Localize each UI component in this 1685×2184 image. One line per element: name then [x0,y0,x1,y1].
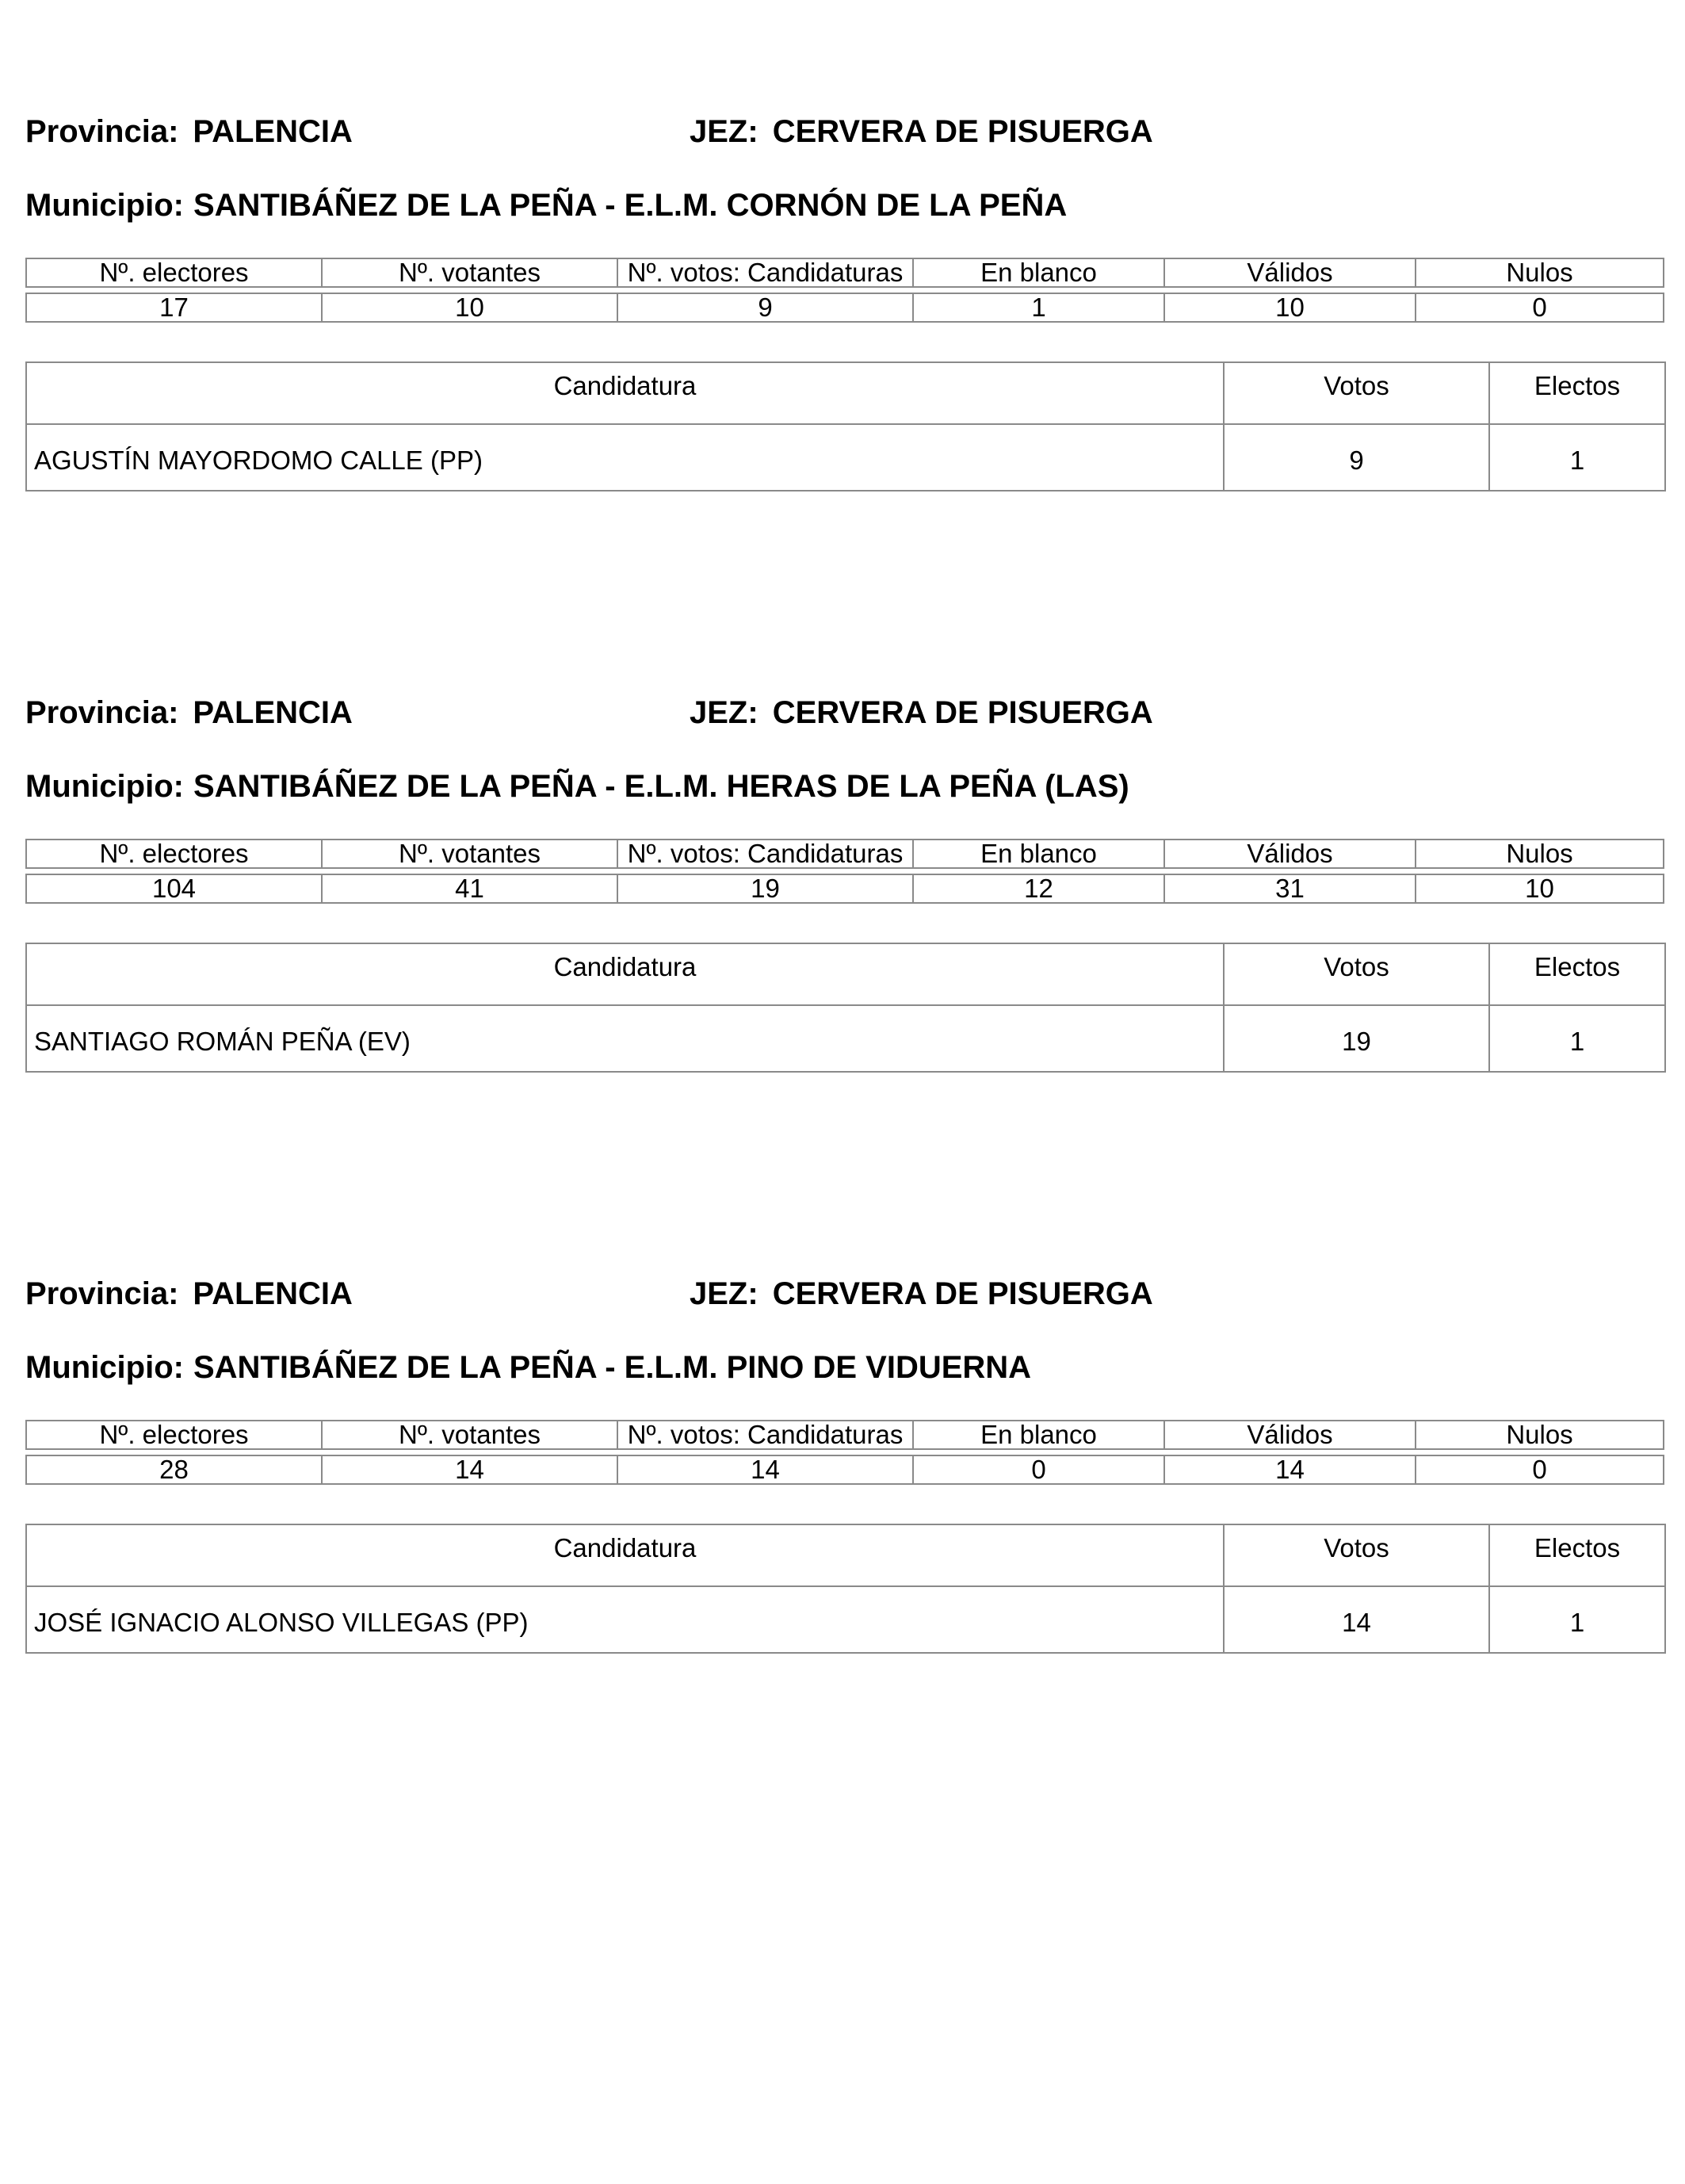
candidate-name: JOSÉ IGNACIO ALONSO VILLEGAS (PP) [26,1586,1224,1653]
votos-candidaturas-value: 19 [617,874,912,904]
municipio-label: Municipio: [25,769,184,804]
vote-stats-table [25,253,1664,327]
votantes-header: Nº. votantes [321,258,617,288]
en-blanco-header: En blanco [912,258,1163,288]
votos-candidaturas-header: Nº. votos: Candidaturas [617,1420,912,1450]
municipio-label: Municipio: [25,188,184,223]
vote-stats-table [25,1415,1664,1490]
votos-header: Votos [1224,943,1489,1005]
candidates-header-row [26,362,1665,424]
stats-value-row [25,293,1664,323]
stats-header-row [25,1420,1664,1450]
nulos-header: Nulos [1415,1420,1664,1450]
candidates-header-row [26,1524,1665,1586]
provincia-value: PALENCIA [193,695,353,730]
nulos-value: 0 [1415,293,1664,323]
municipio-value: SANTIBÁÑEZ DE LA PEÑA - E.L.M. HERAS DE LA PEÑA (LAS) [193,769,1129,804]
candidate-electos: 1 [1489,424,1665,491]
validos-value: 31 [1163,874,1415,904]
stats-header-row [25,258,1664,288]
candidates-header-row [26,943,1665,1005]
nulos-value: 10 [1415,874,1664,904]
en-blanco-value: 1 [912,293,1163,323]
municipio-value: SANTIBÁÑEZ DE LA PEÑA - E.L.M. CORNÓN DE LA PEÑA [193,188,1068,223]
candidate-electos: 1 [1489,1005,1665,1072]
provincia-value: PALENCIA [193,114,353,149]
provincia-label: Provincia: [25,114,179,149]
stats-value-row [25,874,1664,904]
municipio-line [25,767,1129,805]
validos-header: Válidos [1163,839,1415,869]
jez-label: JEZ: [690,695,758,730]
jez-value: CERVERA DE PISUERGA [772,1276,1153,1311]
votos-header: Votos [1224,1524,1489,1586]
votos-candidaturas-header: Nº. votos: Candidaturas [617,258,912,288]
electores-header: Nº. electores [25,258,321,288]
jez-line [690,1275,1153,1313]
candidates-table [25,361,1666,491]
stats-value-row [25,1455,1664,1485]
candidate-electos: 1 [1489,1586,1665,1653]
votantes-header: Nº. votantes [321,839,617,869]
nulos-header: Nulos [1415,258,1664,288]
municipio-line [25,1348,1031,1387]
election-result-section [25,1162,1664,1637]
provincia-label: Provincia: [25,1276,179,1311]
candidate-votos: 19 [1224,1005,1489,1072]
votantes-value: 41 [321,874,617,904]
municipio-line [25,186,1067,224]
candidate-row [26,424,1665,491]
jez-value: CERVERA DE PISUERGA [772,114,1153,149]
nulos-header: Nulos [1415,839,1664,869]
provincia-line [25,694,353,732]
validos-header: Válidos [1163,258,1415,288]
candidatura-header: Candidatura [26,362,1224,424]
provincia-line [25,113,353,151]
candidate-name: SANTIAGO ROMÁN PEÑA (EV) [26,1005,1224,1072]
electores-value: 104 [25,874,321,904]
jez-line [690,694,1153,732]
candidate-votos: 14 [1224,1586,1489,1653]
electores-header: Nº. electores [25,839,321,869]
electores-header: Nº. electores [25,1420,321,1450]
electos-header: Electos [1489,362,1665,424]
votos-header: Votos [1224,362,1489,424]
votos-candidaturas-value: 9 [617,293,912,323]
municipio-value: SANTIBÁÑEZ DE LA PEÑA - E.L.M. PINO DE VIDUERNA [193,1350,1032,1385]
electos-header: Electos [1489,1524,1665,1586]
candidate-votos: 9 [1224,424,1489,491]
en-blanco-header: En blanco [912,839,1163,869]
candidate-row [26,1005,1665,1072]
municipio-label: Municipio: [25,1350,184,1385]
candidates-table [25,1524,1666,1654]
electores-value: 17 [25,293,321,323]
en-blanco-header: En blanco [912,1420,1163,1450]
jez-line [690,113,1153,151]
nulos-value: 0 [1415,1455,1664,1485]
en-blanco-value: 0 [912,1455,1163,1485]
candidate-name: AGUSTÍN MAYORDOMO CALLE (PP) [26,424,1224,491]
votos-candidaturas-value: 14 [617,1455,912,1485]
candidatura-header: Candidatura [26,943,1224,1005]
votantes-header: Nº. votantes [321,1420,617,1450]
jez-label: JEZ: [690,114,758,149]
provincia-line [25,1275,353,1313]
jez-value: CERVERA DE PISUERGA [772,695,1153,730]
vote-stats-table [25,834,1664,908]
en-blanco-value: 12 [912,874,1163,904]
stats-header-row [25,839,1664,869]
electos-header: Electos [1489,943,1665,1005]
votos-candidaturas-header: Nº. votos: Candidaturas [617,839,912,869]
election-result-section [25,0,1664,475]
validos-value: 10 [1163,293,1415,323]
candidatura-header: Candidatura [26,1524,1224,1586]
provincia-value: PALENCIA [193,1276,353,1311]
votantes-value: 10 [321,293,617,323]
candidates-table [25,943,1666,1073]
provincia-label: Provincia: [25,695,179,730]
election-result-section [25,581,1664,1056]
electores-value: 28 [25,1455,321,1485]
candidate-row [26,1586,1665,1653]
validos-header: Válidos [1163,1420,1415,1450]
jez-label: JEZ: [690,1276,758,1311]
validos-value: 14 [1163,1455,1415,1485]
votantes-value: 14 [321,1455,617,1485]
